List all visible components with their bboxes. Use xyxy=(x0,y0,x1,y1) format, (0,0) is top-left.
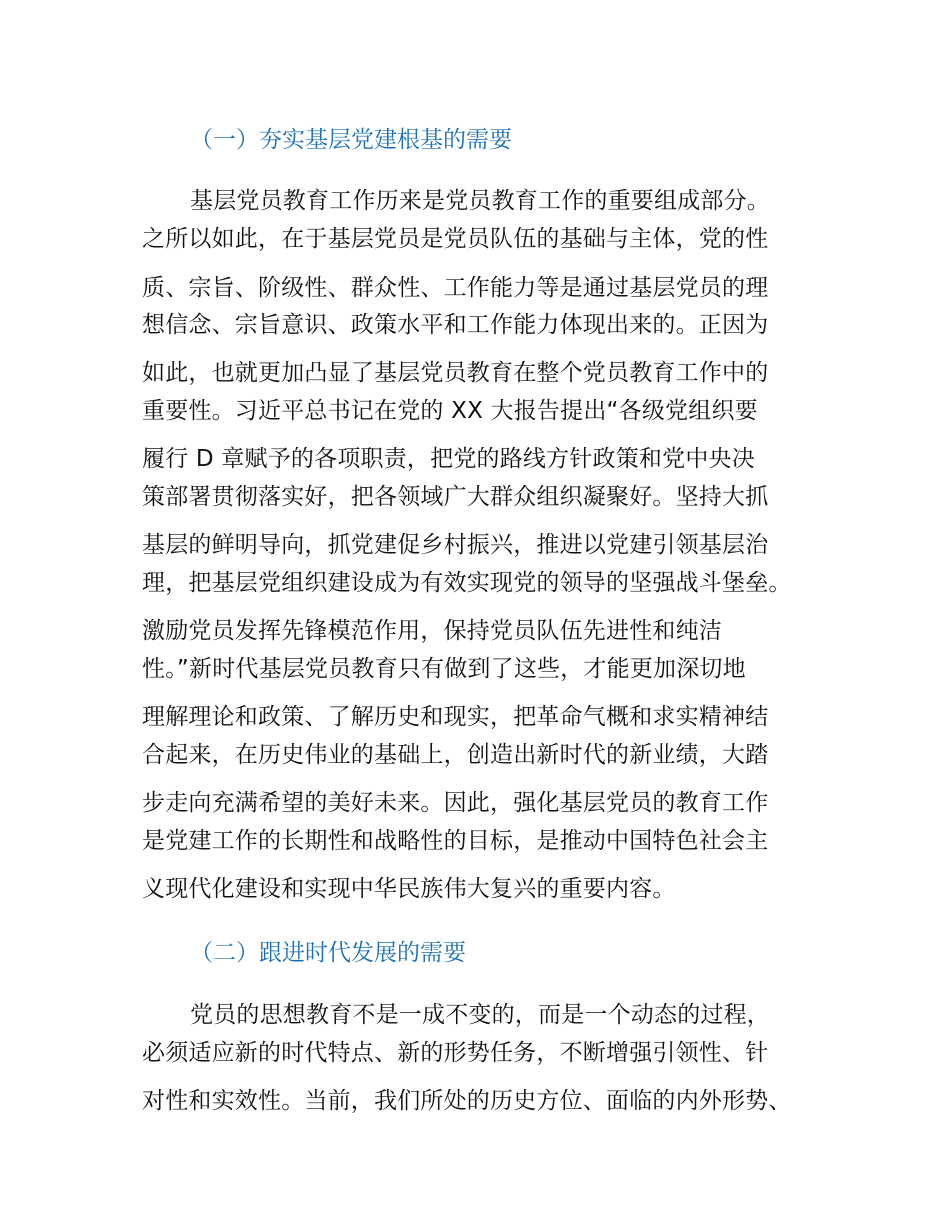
paragraph-line: 步走向充满希望的美好未来。因此，强化基层党员的教育工作 xyxy=(142,790,769,816)
paragraph-line: 基层的鲜明导向，抓党建促乡村振兴，推进以党建引领基层治 xyxy=(142,532,769,558)
paragraph-line: 之所以如此，在于基层党员是党员队伍的基础与主体，党的性 xyxy=(142,226,769,252)
paragraph-line: 必须适应新的时代特点、新的形势任务，不断增强引领性、针 xyxy=(142,1040,769,1066)
paragraph-line: 理解理论和政策、了解历史和现实，把革命气概和求实精神结 xyxy=(142,704,769,730)
section-heading-1: （一）夯实基层党建根基的需要 xyxy=(190,127,512,153)
paragraph-line: 是党建工作的长期性和战略性的目标，是推动中国特色社会主 xyxy=(142,828,769,854)
paragraph-line: 党员的思想教育不是一成不变的，而是一个动态的过程， xyxy=(190,1002,770,1028)
paragraph-line: 履行 D 章赋予的各项职责，把党的路线方针政策和党中央决 xyxy=(142,446,755,472)
paragraph-line: 质、宗旨、阶级性、群众性、工作能力等是通过基层党员的理 xyxy=(142,275,769,301)
paragraph-line: 激励党员发挥先锋模范作用，保持党员队伍先进性和纯洁 xyxy=(142,618,722,644)
paragraph-line: 合起来，在历史伟业的基础上，创造出新时代的新业绩，大踏 xyxy=(142,742,769,768)
paragraph-line: 义现代化建设和实现中华民族伟大复兴的重要内容。 xyxy=(142,876,676,902)
paragraph-line: 想信念、宗旨意识、政策水平和工作能力体现出来的。正因为 xyxy=(142,312,769,338)
paragraph-line: 策部署贯彻落实好，把各领域广大群众组织凝聚好。坚持大抓 xyxy=(142,484,769,510)
section-heading-2: （二）跟进时代发展的需要 xyxy=(190,940,466,966)
paragraph-line: 性。”新时代基层党员教育只有做到了这些，才能更加深切地 xyxy=(142,656,746,682)
paragraph-line: 理，把基层党组织建设成为有效实现党的领导的坚强战斗堡垒。 xyxy=(142,570,792,596)
paragraph-line: 对性和实效性。当前，我们所处的历史方位、面临的内外形势、 xyxy=(142,1088,792,1114)
paragraph-line: 如此，也就更加凸显了基层党员教育在整个党员教育工作中的 xyxy=(142,360,769,386)
paragraph-line: 基层党员教育工作历来是党员教育工作的重要组成部分。 xyxy=(190,188,770,214)
paragraph-line: 重要性。习近平总书记在党的 XX 大报告提出“各级党组织要 xyxy=(142,398,758,424)
